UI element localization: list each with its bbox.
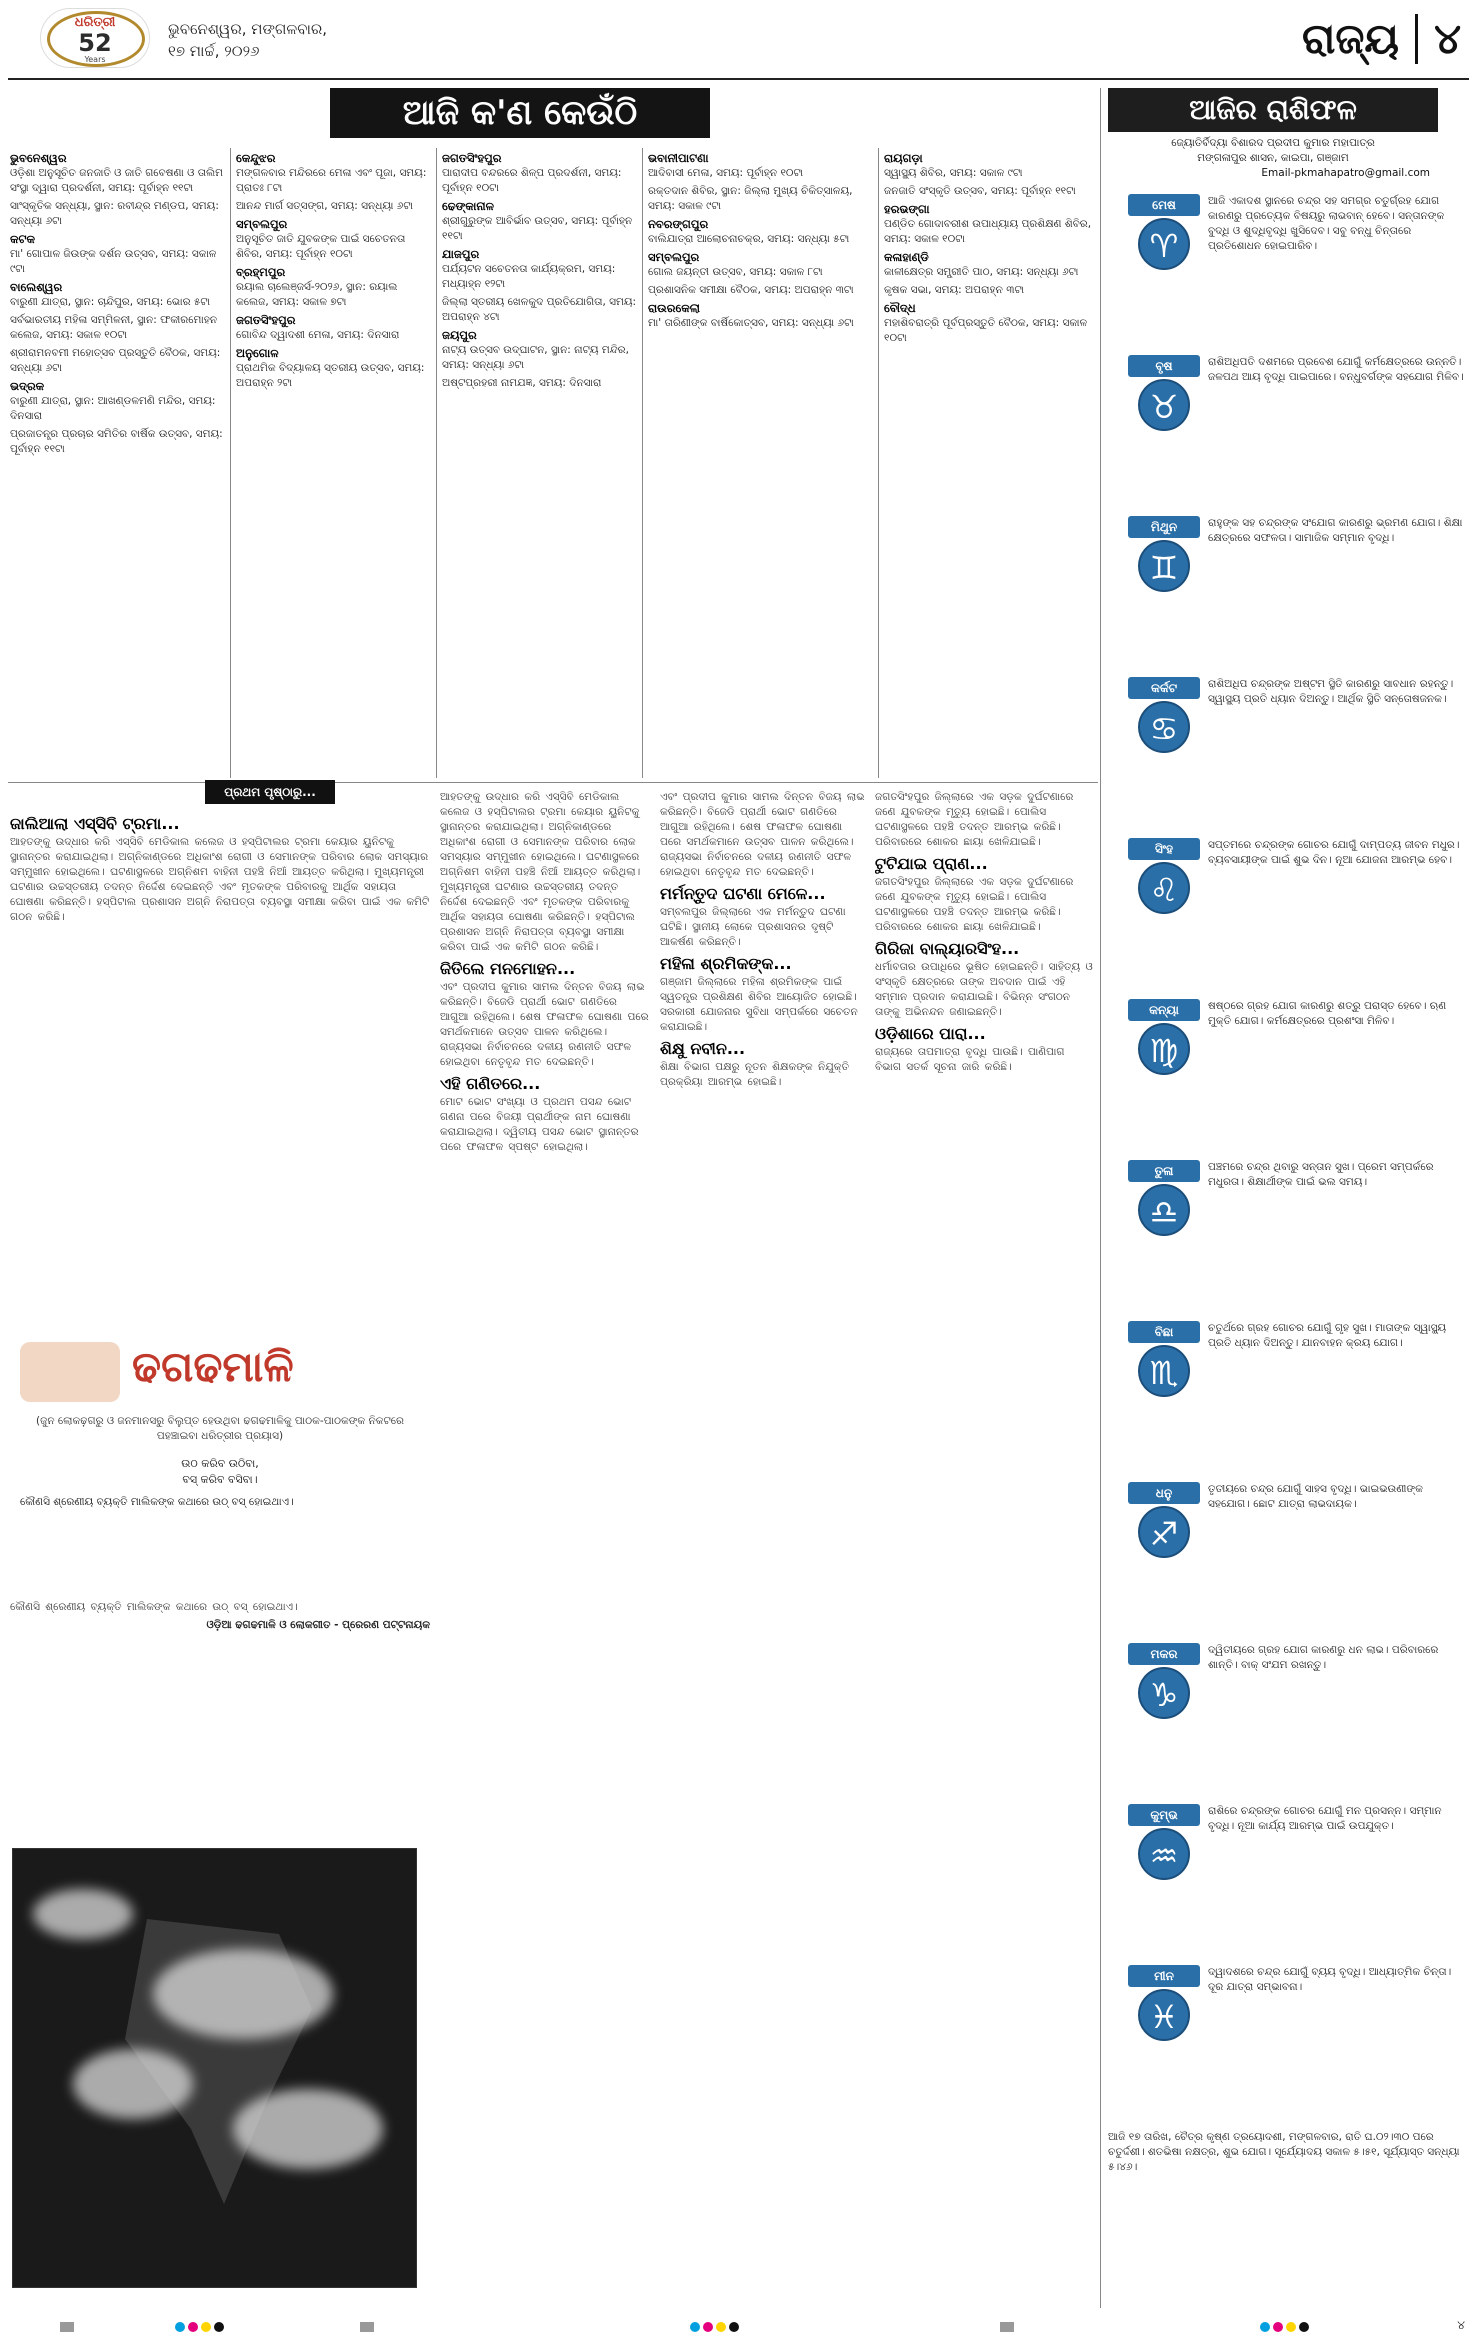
event-city-heading: ହରଭଙ୍ଗା	[884, 202, 930, 216]
proverb-subtitle: (ଜୁନ ଲୋକଢ଼ଗରୁ ଓ ଜନମାନସରୁ ବିଲୁପ୍ତ ହେଉଥିବା ଢଗଢମାଳିକୁ ପାଠକ-ପାଠକଙ୍କ ନିକଟରେ ପହଞ୍ଚାଇବା ଧରିତ୍ରୀର ପ୍ରୟାସ)	[35, 1415, 405, 1442]
event-city-heading: ଅନୁଗୋଳ	[236, 346, 279, 360]
story-body: ଧର୍ମାବତାର ଉପାଧିରେ ଭୂଷିତ ହୋଇଛନ୍ତି। ସାହିତ୍ୟ ଓ ସଂସ୍କୃତି କ୍ଷେତ୍ରରେ ତାଙ୍କ ଅବଦାନ ପାଇଁ ଏହି ସମ୍ମାନ ପ୍ରଦାନ କରାଯାଇଛି। ବିଭିନ୍ନ ସଂଗଠନ ତାଙ୍କୁ ଅଭିନନ୍ଦନ ଜଣାଇଛନ୍ତି।	[875, 961, 1093, 1018]
cloud	[153, 1949, 333, 2039]
horoscope-sign	[1108, 194, 1468, 334]
sign-name: ଧନୁ	[1128, 1482, 1200, 1504]
cartoon-faces-icon	[20, 1342, 120, 1402]
sign-name: ମକର	[1128, 1643, 1200, 1665]
sign-name: ବିଛା	[1128, 1321, 1200, 1343]
sign-forecast: ରାଶିଅଧିପ ଚନ୍ଦ୍ରଙ୍କ ଅଷ୍ଟମ ସ୍ଥିତି କାରଣରୁ ସାବଧାନ ରହନ୍ତୁ। ସ୍ୱାସ୍ଥ୍ୟ ପ୍ରତି ଧ୍ୟାନ ଦିଅନ୍ତୁ। ଆର୍ଥିକ ସ୍ଥିତି ସନ୍ତୋଷଜନକ।	[1208, 678, 1454, 705]
registration-block	[60, 2322, 74, 2332]
horoscope-sign	[1108, 1482, 1468, 1622]
zodiac-icon: ♒	[1138, 1828, 1190, 1880]
logo-brand: ଧରିତ୍ରୀ	[74, 15, 116, 30]
event-city-heading: ଢେଙ୍କାନାଳ	[442, 199, 494, 213]
events-column-1	[10, 148, 225, 778]
event-city-heading: ଜୟପୁର	[442, 328, 477, 342]
color-registration	[1260, 2322, 1309, 2332]
zodiac-icon: ♉	[1138, 379, 1190, 431]
horoscope-sign	[1108, 1643, 1468, 1783]
cloud	[73, 2049, 193, 2119]
horoscope-divider	[1100, 88, 1101, 2308]
event-city-heading: କଳାହାଣ୍ଡି	[884, 250, 929, 264]
event-item: ଜିଲ୍ଲା ସ୍ତରୀୟ ଖେଳକୁଦ ପ୍ରତିଯୋଗିତା, ସମୟ: ଅପରାହ୍ନ ୪ଟା	[442, 296, 637, 323]
story-title: ଶିକ୍ଷୁ ନବୀନ...	[660, 1039, 746, 1058]
event-city-heading: ଜଗତସିଂହପୁର	[442, 151, 502, 165]
story-title: ଏହି ଗଣିତରେ...	[440, 1074, 541, 1093]
story-title: ଗିରିଜା ବାଲ୍ୟାରସିଂହ...	[875, 939, 1020, 958]
event-item: ଶ୍ରୀଗୁରୁଙ୍କ ଆବିର୍ଭାବ ଉତ୍ସବ, ସମୟ: ପୂର୍ବାହ୍ନ ୧୧ଟା	[442, 215, 633, 242]
sign-forecast: ସପ୍ତମରେ ଚନ୍ଦ୍ରଙ୍କ ଗୋଚର ଯୋଗୁଁ ଦାମ୍ପତ୍ୟ ଜୀବନ ମଧୁର। ବ୍ୟବସାୟୀଙ୍କ ପାଇଁ ଶୁଭ ଦିନ। ନୂଆ ଯୋଜନା ଆରମ୍ଭ ହେବ।	[1208, 839, 1460, 866]
story-title: ଜାଲିଆଲା ଏସ୍‌ସିବି ଟ୍ରମା...	[10, 814, 180, 833]
event-item: ସ୍ୱାସ୍ଥ୍ୟ ଶିବିର, ସମୟ: ସକାଳ ୯ଟା	[884, 167, 1023, 179]
panjika	[1108, 2130, 1468, 2310]
story-title: ମର୍ମନ୍ତୁଦ ଘଟଣା ମେଳେ...	[660, 884, 826, 903]
event-city-heading: ରାୟଗଡ଼ା	[884, 151, 923, 165]
event-item: ଜନଜାତି ସଂସ୍କୃତି ଉତ୍ସବ, ସମୟ: ପୂର୍ବାହ୍ନ ୧୧ଟା	[884, 185, 1076, 197]
sign-forecast: ଦ୍ୱାଦଶରେ ଚନ୍ଦ୍ର ଯୋଗୁଁ ବ୍ୟୟ ବୃଦ୍ଧି। ଆଧ୍ୟାତ୍ମିକ ଚିନ୍ତା। ଦୂର ଯାତ୍ରା ସମ୍ଭାବନା।	[1208, 1966, 1452, 1993]
event-item: ମା' ଗୋପାଳ ଜିଉଙ୍କ ଦର୍ଶନ ଉତ୍ସବ, ସମୟ: ସକାଳ ୯ଟା	[10, 248, 217, 275]
story-title: ଟୁଟିଯାଇ ପ୍ରାଣ...	[875, 854, 988, 873]
sign-name: କନ୍ୟା	[1128, 999, 1200, 1021]
events-column-5	[884, 148, 1094, 778]
event-item: ବାରୁଣୀ ଯାତ୍ରା, ସ୍ଥାନ: ଚାନ୍ଦିପୁର, ସମୟ: ଭୋର ୫ଟା	[10, 296, 211, 308]
event-item: ବାରୁଣୀ ଯାତ୍ରା, ସ୍ଥାନ: ଆଖଣ୍ଡଳମଣି ମନ୍ଦିର, ସମୟ: ଦିନସାରା	[10, 395, 216, 422]
story-title: ଜିତିଲେ ମନମୋହନ...	[440, 959, 576, 978]
events-column-4	[648, 148, 873, 778]
event-item: କୃଷକ ସଭା, ସମୟ: ଅପରାହ୍ନ ୩ଟା	[884, 284, 1025, 296]
newspaper-logo	[40, 8, 150, 68]
proverb-meaning: କୌଣସି ଶ୍ରେଣୀୟ ବ୍ୟକ୍ତି ମାଲିକଙ୍କ କଥାରେ ଉଠ୍ ବସ୍ ହୋଇଥାଏ।	[10, 1601, 298, 1613]
column-divider	[436, 148, 437, 778]
column-divider	[878, 148, 879, 778]
event-item: ଆଦିବାସୀ ମେଳା, ସମୟ: ପୂର୍ବାହ୍ନ ୧୦ଟା	[648, 167, 804, 179]
horoscope-sign	[1108, 355, 1468, 495]
story-body: ଏବଂ ପ୍ରଦୀପ କୁମାର ସାମଲ ଦିନ୍ତନ ବିଜୟ ଲାଭ କରିଛନ୍ତି। ବିଜେଡି ପ୍ରାର୍ଥୀ ଭୋଟ ଗଣତିରେ ଆଗୁଆ ରହିଥିଲେ। ଶେଷ ଫଳାଫଳ ଘୋଷଣା ପରେ ସମର୍ଥକମାନେ ଉତ୍ସବ ପାଳନ କରିଥିଲେ। ରାଜ୍ୟସଭା ନିର୍ବାଚନରେ ଦଳୀୟ ରଣନୀତି ସଫଳ ହୋଇଥିବା ନେତୃବୃନ୍ଦ ମତ ଦେଇଛନ୍ତି।	[660, 791, 865, 878]
event-item: ଆନନ୍ଦ ମାର୍ଗ ସତ୍ସଙ୍ଗ, ସମୟ: ସନ୍ଧ୍ୟା ୬ଟା	[236, 200, 413, 212]
event-city-heading: ଭଦ୍ରକ	[10, 379, 45, 393]
event-city-heading: କଟକ	[10, 232, 35, 246]
proverb-line: ଉଠ କରିବ ଉଠିବା,	[181, 1457, 259, 1470]
sign-name: ମେଷ	[1128, 194, 1200, 216]
section-rule	[8, 782, 1098, 783]
logo-years-label: Years	[84, 55, 106, 64]
proverb-verse	[20, 1456, 420, 1510]
event-city-heading: ନବରଙ୍ଗପୁର	[648, 217, 709, 231]
event-item: ପର୍ଯ୍ୟଟନ ସଚେତନତା କାର୍ଯ୍ୟକ୍ରମ, ସମୟ: ମଧ୍ୟାହ୍ନ ୧୨ଟା	[442, 263, 616, 290]
sign-name: କୁମ୍ଭ	[1128, 1804, 1200, 1826]
event-city-heading: ଜଗତସିଂହପୁର	[236, 313, 296, 327]
registration-block	[1000, 2322, 1014, 2332]
event-city-heading: ସମ୍ବଲପୁର	[236, 217, 288, 231]
dateline-date: ୧୭ ମାର୍ଚ୍ଚ, ୨୦୨୬	[168, 42, 260, 60]
zodiac-icon: ♌	[1138, 862, 1190, 914]
zodiac-icon: ♐	[1138, 1506, 1190, 1558]
event-item: ନାଟ୍ୟ ଉତ୍ସବ ଉଦ୍‌ଘାଟନ, ସ୍ଥାନ: ନାଟ୍ୟ ମନ୍ଦିର, ସମୟ: ସନ୍ଧ୍ୟା ୬ଟା	[442, 344, 629, 371]
proverb-meaning: କୌଣସି ଶ୍ରେଣୀୟ ବ୍ୟକ୍ତି ମାଲିକଙ୍କ କଥାରେ ଉଠ୍ ବସ୍ ହୋଇଥାଏ।	[20, 1496, 294, 1508]
horoscope-author: ଜ୍ୟୋତିର୍ବିଦ୍ୟା ବିଶାରଦ ପ୍ରଦୀପ କୁମାର ମହାପାତ୍ର	[1171, 137, 1375, 149]
front-page-tag: ପ୍ରଥମ ପୃଷ୍ଠାରୁ...	[205, 780, 335, 804]
zodiac-icon: ♓	[1138, 1989, 1190, 2041]
event-item: ମଙ୍ଗଳବାର ମନ୍ଦିରରେ ମେଳା ଏବଂ ପୂଜା, ସମୟ: ପ୍ରାତଃ ୮ଟା	[236, 167, 427, 194]
event-city-heading: ଯାଜପୁର	[442, 247, 480, 261]
event-city-heading: କେନ୍ଦୁଝର	[236, 151, 276, 165]
events-title: ଆଜି କ'ଣ କେଉଁଠି	[330, 88, 710, 138]
story-column-1	[10, 810, 430, 1330]
panjika-text: ଆଜି ୧୭ ତାରିଖ, ଚୈତ୍ର କୃଷ୍ଣ ତ୍ରୟୋଦଶୀ, ମଙ୍ଗଳବାର, ରାତି ଘ.୦୨।୩୦ ପରେ ଚତୁର୍ଦ୍ଦଶୀ। ଶତଭିଷା ନକ୍ଷତ୍ର, ଶୁଭ ଯୋଗ। ସୂର୍ଯ୍ୟୋଦୟ ସକାଳ ୫।୫୧, ସୂର୍ଯ୍ୟାସ୍ତ ସନ୍ଧ୍ୟା ୫।୪୬।	[1108, 2131, 1460, 2173]
event-item: ପ୍ରାଥମିକ ବିଦ୍ୟାଳୟ ସ୍ତରୀୟ ଉତ୍ସବ, ସମୟ: ଅପରାହ୍ନ ୨ଟା	[236, 362, 425, 389]
dateline-place: ଭୁବନେଶ୍ୱର, ମଙ୍ଗଳବାର,	[168, 20, 328, 38]
event-item: ବାଲିଯାତ୍ରା ଆଲୋଚନାଚକ୍ର, ସମୟ: ସନ୍ଧ୍ୟା ୫ଟା	[648, 233, 850, 245]
story-body: ଆହତଙ୍କୁ ଉଦ୍ଧାର କରି ଏସ୍‌ସିବି ମେଡିକାଲ କଲେଜ ଓ ହସ୍ପିଟାଲର ଟ୍ରମା କେୟାର ୟୁନିଟକୁ ସ୍ଥାନାନ୍ତର କରାଯାଇଥିଲା। ଅଗ୍ନିକାଣ୍ଡରେ ଅଧିକାଂଶ ରୋଗୀ ଓ ସେମାନଙ୍କ ପରିବାର ଲୋକ ସମସ୍ୟାର ସମ୍ମୁଖୀନ ହୋଇଥିଲେ। ଘଟଣାସ୍ଥଳରେ ଅଗ୍ନିଶମ ବାହିନୀ ପହଞ୍ଚି ନିଆଁ ଆୟତ୍ତ କରିଥିଲା। ମୁଖ୍ୟମନ୍ତ୍ରୀ ଘଟଣାର ଉଚ୍ଚସ୍ତରୀୟ ତଦନ୍ତ ନିର୍ଦ୍ଦେଶ ଦେଇଛନ୍ତି ଏବଂ ମୃତକଙ୍କ ପରିବାରକୁ ଆର୍ଥିକ ସହାୟତା ଘୋଷଣା କରିଛନ୍ତି। ହସ୍ପିଟାଲ ପ୍ରଶାସନ ଅଗ୍ନି ନିରାପତ୍ତା ବ୍ୟବସ୍ଥା ସମୀକ୍ଷା କରିବା ପାଇଁ ଏକ କମିଟି ଗଠନ କରିଛି।	[440, 791, 641, 953]
zodiac-icon: ♑	[1138, 1667, 1190, 1719]
sign-name: କର୍କଟ	[1128, 677, 1200, 699]
zodiac-icon: ♊	[1138, 540, 1190, 592]
story-body: ଜଗତସିଂହପୁର ଜିଲ୍ଲାରେ ଏକ ସଡ଼କ ଦୁର୍ଘଟଣାରେ ଜଣେ ଯୁବକଙ୍କ ମୃତ୍ୟୁ ହୋଇଛି। ପୋଲିସ ଘଟଣାସ୍ଥଳରେ ପହଞ୍ଚି ତଦନ୍ତ ଆରମ୍ଭ କରିଛି। ପରିବାରରେ ଶୋକର ଛାୟା ଖେଳିଯାଇଛି।	[875, 876, 1074, 933]
event-item: ପଣ୍ଡିତ ଗୋଦାବରୀଶ ଉପାଧ୍ୟାୟ ପ୍ରଶିକ୍ଷଣ ଶିବିର, ସମୟ: ସକାଳ ୧୦ଟା	[884, 218, 1092, 245]
story-body: ଏବଂ ପ୍ରଦୀପ କୁମାର ସାମଲ ଦିନ୍ତନ ବିଜୟ ଲାଭ କରିଛନ୍ତି। ବିଜେଡି ପ୍ରାର୍ଥୀ ଭୋଟ ଗଣତିରେ ଆଗୁଆ ରହିଥିଲେ। ଶେଷ ଫଳାଫଳ ଘୋଷଣା ପରେ ସମର୍ଥକମାନେ ଉତ୍ସବ ପାଳନ କରିଥିଲେ। ରାଜ୍ୟସଭା ନିର୍ବାଚନରେ ଦଳୀୟ ରଣନୀତି ସଫଳ ହୋଇଥିବା ନେତୃବୃନ୍ଦ ମତ ଦେଇଛନ୍ତି।	[440, 981, 649, 1068]
sign-forecast: ତୃତୀୟରେ ଚନ୍ଦ୍ର ଯୋଗୁଁ ସାହସ ବୃଦ୍ଧି। ଭାଇଭଉଣୀଙ୍କ ସହଯୋଗ। ଛୋଟ ଯାତ୍ରା ଲାଭଦାୟକ।	[1208, 1483, 1423, 1510]
proverb-box	[10, 1336, 430, 1591]
story-title: ମହିଳା ଶ୍ରମିକଙ୍କ...	[660, 954, 792, 973]
story-column-2	[440, 790, 650, 2310]
sign-forecast: ରାଶିରେ ଚନ୍ଦ୍ରଙ୍କ ଗୋଚର ଯୋଗୁଁ ମନ ପ୍ରସନ୍ନ। ସମ୍ମାନ ବୃଦ୍ଧି। ନୂଆ କାର୍ଯ୍ୟ ଆରମ୍ଭ ପାଇଁ ଉପଯୁକ୍ତ।	[1208, 1805, 1442, 1832]
sign-name: ସିଂହ	[1128, 838, 1200, 860]
sign-forecast: ଚତୁର୍ଥରେ ଗ୍ରହ ଗୋଚର ଯୋଗୁଁ ଗୃହ ସୁଖ। ମାତାଙ୍କ ସ୍ୱାସ୍ଥ୍ୟ ପ୍ରତି ଧ୍ୟାନ ଦିଅନ୍ତୁ। ଯାନବାହନ କ୍ରୟ ଯୋଗ।	[1208, 1322, 1447, 1349]
horoscope-address: ମଙ୍ଗଳାପୁର ଶାସନ, କାଇପା, ଗଞ୍ଜାମ	[1197, 152, 1349, 164]
section-header	[1302, 4, 1461, 74]
event-item: ଗୋଲ ଜୟନ୍ତୀ ଉତ୍ସବ, ସମୟ: ସକାଳ ୮ଟା	[648, 266, 823, 278]
proverb-logo	[20, 1342, 420, 1402]
event-item: ରକ୍ତଦାନ ଶିବିର, ସ୍ଥାନ: ଜିଲ୍ଲା ମୁଖ୍ୟ ଚିକିତ୍ସାଳୟ, ସମୟ: ସକାଳ ୯ଟା	[648, 185, 853, 212]
page-mark: ୪	[1457, 2318, 1465, 2332]
horoscope-sign	[1108, 677, 1468, 817]
events-column-2	[236, 148, 431, 778]
horoscope-sign	[1108, 1160, 1468, 1300]
proverb-continued	[10, 1600, 430, 1840]
page-number: ୪	[1434, 14, 1461, 63]
event-item: ଗୋବିନ୍ଦ ଦ୍ୱାଦଶୀ ମେଳା, ସମୟ: ଦିନସାରା	[236, 329, 400, 341]
column-divider	[230, 148, 231, 778]
story-body: ସମ୍ବଲପୁର ଜିଲ୍ଲାରେ ଏକ ମର୍ମନ୍ତୁଦ ଘଟଣା ଘଟିଛି। ସ୍ଥାନୀୟ ଲୋକେ ପ୍ରଶାସନର ଦୃଷ୍ଟି ଆକର୍ଷଣ କରିଛନ୍ତି।	[660, 906, 846, 948]
color-registration	[175, 2322, 224, 2332]
horoscope-byline	[1108, 136, 1438, 181]
story-body: ରାଜ୍ୟରେ ତାପମାତ୍ରା ବୃଦ୍ଧି ପାଉଛି। ପାଣିପାଗ ବିଭାଗ ସତର୍କ ସୂଚନା ଜାରି କରିଛି।	[875, 1046, 1065, 1073]
event-city-heading: ବୌଦ୍ଧ	[884, 301, 916, 315]
event-city-heading: ଭୁବନେଶ୍ୱର	[10, 151, 67, 165]
events-column-3	[442, 148, 637, 778]
horoscope-sign	[1108, 838, 1468, 978]
horoscope-title: ଆଜିର ରାଶିଫଳ	[1108, 88, 1438, 132]
satellite-weather-image	[12, 1848, 417, 2288]
zodiac-icon: ♍	[1138, 1023, 1190, 1075]
horoscope-sign	[1108, 999, 1468, 1139]
top-rule	[8, 78, 1469, 80]
logo-years: 52	[78, 29, 112, 57]
story-title: ଓଡ଼ିଶାରେ ପାରା...	[875, 1024, 986, 1043]
proverb-credit: ଓଡ଼ିଆ ଢଗଢମାଳି ଓ ଲୋକଗୀତ - ପ୍ରେରଣ ପଟ୍ଟନାୟକ	[206, 1619, 430, 1631]
masthead	[0, 0, 1477, 90]
section-name: ରାଜ୍ୟ	[1302, 14, 1418, 64]
dateline	[168, 18, 327, 62]
story-body: ଶିକ୍ଷା ବିଭାଗ ପକ୍ଷରୁ ନୂତନ ଶିକ୍ଷକଙ୍କ ନିଯୁକ୍ତି ପ୍ରକ୍ରିୟା ଆରମ୍ଭ ହୋଇଛି।	[660, 1061, 849, 1088]
cloud	[33, 1889, 133, 1939]
horoscope-email[interactable]: Email-pkmahapatro@gmail.com	[1261, 167, 1430, 179]
event-item: କାଳୀକ୍ଷେତ୍ର ସମ୍ପ୍ରୀତି ପାଠ, ସମୟ: ସନ୍ଧ୍ୟା ୬ଟା	[884, 266, 1079, 278]
sign-name: ତୁଳା	[1128, 1160, 1200, 1182]
sign-forecast: ରାଶିଅଧିପତି ଦଶମରେ ପ୍ରବେଶ ଯୋଗୁଁ କର୍ମକ୍ଷେତ୍ରରେ ଉନ୍ନତି। ଜଳପଥ ଆୟ ବୃଦ୍ଧି ପାଇପାରେ। ବନ୍ଧୁବର୍ଗଙ୍କ ସହଯୋଗ ମିଳିବ।	[1208, 356, 1464, 383]
event-item: ସର୍ବଭାରତୀୟ ମହିଳା ସମ୍ମିଳନୀ, ସ୍ଥାନ: ଫକୀରମୋହନ କଲେଜ, ସମୟ: ସକାଳ ୧୦ଟା	[10, 314, 218, 341]
sign-name: ମୀନ	[1128, 1965, 1200, 1987]
story-column-4	[875, 790, 1093, 2310]
story-body: ଜଗତସିଂହପୁର ଜିଲ୍ଲାରେ ଏକ ସଡ଼କ ଦୁର୍ଘଟଣାରେ ଜଣେ ଯୁବକଙ୍କ ମୃତ୍ୟୁ ହୋଇଛି। ପୋଲିସ ଘଟଣାସ୍ଥଳରେ ପହଞ୍ଚି ତଦନ୍ତ ଆରମ୍ଭ କରିଛି। ପରିବାରରେ ଶୋକର ଛାୟା ଖେଳିଯାଇଛି।	[875, 791, 1074, 848]
horoscope-sign	[1108, 1804, 1468, 1944]
horoscope-sign	[1108, 1965, 1468, 2105]
horoscope-sign	[1108, 1321, 1468, 1461]
event-city-heading: ଭବାନୀପାଟଣା	[648, 151, 709, 165]
event-item: ମା' ତାରିଣୀଙ୍କ ବାର୍ଷିକୋତ୍ସବ, ସମୟ: ସନ୍ଧ୍ୟା ୬ଟା	[648, 317, 854, 329]
event-item: ପ୍ରଶାସନିକ ସମୀକ୍ଷା ବୈଠକ, ସମୟ: ଅପରାହ୍ନ ୩ଟା	[648, 284, 854, 296]
story-body: ମୋଟ ଭୋଟ ସଂଖ୍ୟା ଓ ପ୍ରଥମ ପସନ୍ଦ ଭୋଟ ଗଣନା ପରେ ବିଜୟୀ ପ୍ରାର୍ଥୀଙ୍କ ନାମ ଘୋଷଣା କରାଯାଇଥିଲା। ଦ୍ୱିତୀୟ ପସନ୍ଦ ଭୋଟ ସ୍ଥାନାନ୍ତର ପରେ ଫଳାଫଳ ସ୍ପଷ୍ଟ ହୋଇଥିଲା।	[440, 1096, 639, 1153]
event-item: ଅଷ୍ଟପ୍ରହରୀ ନାମଯଜ୍ଞ, ସମୟ: ଦିନସାରା	[442, 377, 602, 389]
sign-forecast: ପଞ୍ଚମରେ ଚନ୍ଦ୍ର ଥିବାରୁ ସନ୍ତାନ ସୁଖ। ପ୍ରେମ ସମ୍ପର୍କରେ ମଧୁରତା। ଶିକ୍ଷାର୍ଥୀଙ୍କ ପାଇଁ ଭଲ ସମୟ।	[1208, 1161, 1434, 1188]
zodiac-icon: ♋	[1138, 701, 1190, 753]
event-city-heading: ରାଉରକେଲା	[648, 301, 700, 315]
event-item: ଅନୁସୂଚିତ ଜାତି ଯୁବକଙ୍କ ପାଇଁ ସଚେତନତା ଶିବିର, ସମୟ: ପୂର୍ବାହ୍ନ ୧୦ଟା	[236, 233, 406, 260]
event-item: ଶ୍ରୀରାମନବମୀ ମହୋତ୍ସବ ପ୍ରସ୍ତୁତି ବୈଠକ, ସମୟ: ସନ୍ଧ୍ୟା ୬ଟା	[10, 347, 221, 374]
event-item: ସାଂସ୍କୃତିକ ସନ୍ଧ୍ୟା, ସ୍ଥାନ: ରବୀନ୍ଦ୍ର ମଣ୍ଡପ, ସମୟ: ସନ୍ଧ୍ୟା ୬ଟା	[10, 200, 219, 227]
event-item: ପ୍ରଜାତନ୍ତ୍ର ପ୍ରଚାର ସମିତିର ବାର୍ଷିକ ଉତ୍ସବ, ସମୟ: ପୂର୍ବାହ୍ନ ୧୧ଟା	[10, 428, 223, 455]
event-item: ଓଡ଼ିଶା ଅନୁସୂଚିତ ଜନଜାତି ଓ ଜାତି ଗବେଷଣା ଓ ତାଲିମ ସଂସ୍ଥା ଦ୍ୱାରା ପ୍ରଦର୍ଶନୀ, ସମୟ: ପୂର୍ବାହ୍ନ ୧୧ଟା	[10, 167, 224, 194]
sign-forecast: ଦ୍ୱିତୀୟରେ ଗ୍ରହ ଯୋଗ କାରଣରୁ ଧନ ଲାଭ। ପରିବାରରେ ଶାନ୍ତି। ବାକ୍ ସଂଯମ ରଖନ୍ତୁ।	[1208, 1644, 1439, 1671]
story-column-3	[660, 790, 865, 2310]
color-registration	[690, 2322, 739, 2332]
story-body: ଆହତଙ୍କୁ ଉଦ୍ଧାର କରି ଏସ୍‌ସିବି ମେଡିକାଲ କଲେଜ ଓ ହସ୍ପିଟାଲର ଟ୍ରମା କେୟାର ୟୁନିଟକୁ ସ୍ଥାନାନ୍ତର କରାଯାଇଥିଲା। ଅଗ୍ନିକାଣ୍ଡରେ ଅଧିକାଂଶ ରୋଗୀ ଓ ସେମାନଙ୍କ ପରିବାର ଲୋକ ସମସ୍ୟାର ସମ୍ମୁଖୀନ ହୋଇଥିଲେ। ଘଟଣାସ୍ଥଳରେ ଅଗ୍ନିଶମ ବାହିନୀ ପହଞ୍ଚି ନିଆଁ ଆୟତ୍ତ କରିଥିଲା। ମୁଖ୍ୟମନ୍ତ୍ରୀ ଘଟଣାର ଉଚ୍ଚସ୍ତରୀୟ ତଦନ୍ତ ନିର୍ଦ୍ଦେଶ ଦେଇଛନ୍ତି ଏବଂ ମୃତକଙ୍କ ପରିବାରକୁ ଆର୍ଥିକ ସହାୟତା ଘୋଷଣା କରିଛନ୍ତି। ହସ୍ପିଟାଲ ପ୍ରଶାସନ ଅଗ୍ନି ନିରାପତ୍ତା ବ୍ୟବସ୍ଥା ସମୀକ୍ଷା କରିବା ପାଇଁ ଏକ କମିଟି ଗଠନ କରିଛି।	[10, 836, 430, 923]
event-city-heading: ବାଲେଶ୍ୱର	[10, 280, 63, 294]
zodiac-icon: ♏	[1138, 1345, 1190, 1397]
proverb-line: ବସ୍ କରିବ ବସିବା।	[182, 1473, 258, 1486]
zodiac-icon: ♎	[1138, 1184, 1190, 1236]
zodiac-icon: ♈	[1138, 218, 1190, 270]
sign-name: ମିଥୁନ	[1128, 516, 1200, 538]
horoscope-sign	[1108, 516, 1468, 656]
cloud	[233, 2089, 383, 2169]
proverb-title: ଢଗଢମାଳି	[132, 1342, 294, 1391]
footer-registration-marks	[0, 2318, 1477, 2339]
sign-name: ବୃଷ	[1128, 355, 1200, 377]
column-divider	[642, 148, 643, 778]
sign-forecast: ଷଷ୍ଠରେ ଗ୍ରହ ଯୋଗ କାରଣରୁ ଶତ୍ରୁ ପରାସ୍ତ ହେବେ। ଋଣ ମୁକ୍ତି ଯୋଗ। କର୍ମକ୍ଷେତ୍ରରେ ପ୍ରଶଂସା ମିଳିବ।	[1208, 1000, 1447, 1027]
sign-forecast: ରାହୁଙ୍କ ସହ ଚନ୍ଦ୍ରଙ୍କ ସଂଯୋଗ କାରଣରୁ ଭ୍ରମଣ ଯୋଗ। ଶିକ୍ଷା କ୍ଷେତ୍ରରେ ସଫଳତା। ସାମାଜିକ ସମ୍ମାନ ବୃଦ୍ଧି।	[1208, 517, 1463, 544]
registration-block	[360, 2322, 374, 2332]
event-item: ମହାଶିବରାତ୍ରି ପୂର୍ବପ୍ରସ୍ତୁତି ବୈଠକ, ସମୟ: ସକାଳ ୧୦ଟା	[884, 317, 1088, 344]
event-item: ରୟାଲ ଚାଲେଞ୍ଜର୍ସ-୨୦୨୬, ସ୍ଥାନ: ରୟାଲ କଲେଜ, ସମୟ: ସକାଳ ୭ଟା	[236, 281, 398, 308]
sign-forecast: ଆଜି ଏକାଦଶ ସ୍ଥାନରେ ଚନ୍ଦ୍ର ସହ ସମଗ୍ର ଚତୁର୍ଗ୍ରହ ଯୋଗ କାରଣରୁ ପ୍ରତ୍ୟେକ ବିଷୟରୁ ଲାଭବାନ୍ ହେବେ। ସନ୍ତାନଙ୍କ ବୁଦ୍ଧି ଓ ଶୁଦ୍ଧିବୃଦ୍ଧି ଖୁସିଦେବ। ସବୁ ବନ୍ଧୁ ଚିନ୍ତାରେ ପ୍ରତିଶୋଧନ ହୋଇପାରିବ।	[1208, 195, 1445, 252]
story-body: ଗଞ୍ଜାମ ଜିଲ୍ଲାରେ ମହିଳା ଶ୍ରମିକଙ୍କ ପାଇଁ ସ୍ୱତନ୍ତ୍ର ପ୍ରଶିକ୍ଷଣ ଶିବିର ଆୟୋଜିତ ହୋଇଛି। ସରକାରୀ ଯୋଜନାର ସୁବିଧା ସମ୍ପର୍କରେ ସଚେତନ କରାଯାଇଛି।	[660, 976, 858, 1033]
event-item: ପାରାଦୀପ ବନ୍ଦରରେ ଶିଳ୍ପ ପ୍ରଦର୍ଶନୀ, ସମୟ: ପୂର୍ବାହ୍ନ ୧୦ଟା	[442, 167, 622, 194]
event-city-heading: ବ୍ରହ୍ମପୁର	[236, 265, 286, 279]
event-city-heading: ସମ୍ବଲପୁର	[648, 250, 700, 264]
